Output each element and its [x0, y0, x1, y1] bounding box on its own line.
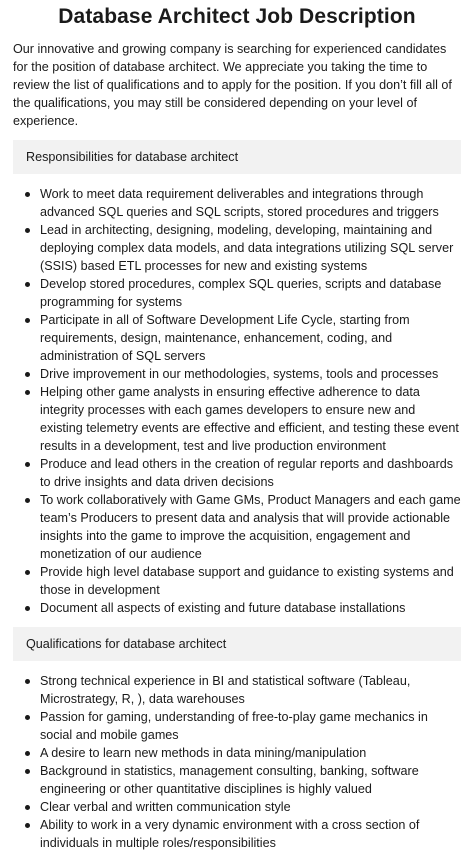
bullet-icon	[25, 462, 30, 467]
list-item-text: Provide high level database support and guidance to existing systems and those in development	[40, 565, 454, 597]
bullet-icon	[25, 282, 30, 287]
list-item-text: Background in statistics, management consulting, banking, software engineering or other quantitative disciplines is highly valued	[40, 764, 419, 796]
bullet-icon	[25, 769, 30, 774]
list-item	[13, 816, 461, 852]
list-item	[13, 383, 461, 455]
bullet-icon	[25, 751, 30, 756]
bullet-icon	[25, 606, 30, 611]
intro-paragraph: Our innovative and growing company is searching for experienced candidates for the position of database architect. We appreciate you taking the time to review the list of qualifications and to apply for the position. If you don’t fill all of the qualifications, you may still be considered depending on your level of experience.	[13, 42, 452, 128]
list-item-text: Ability to work in a very dynamic environment with a cross section of individuals in multiple roles/responsibilities	[40, 818, 420, 850]
bullet-icon	[25, 823, 30, 828]
bullet-icon	[25, 192, 30, 197]
bullet-icon	[25, 679, 30, 684]
qualifications-heading: Qualifications for database architect	[13, 627, 461, 661]
list-item	[13, 672, 461, 708]
list-item	[13, 365, 461, 383]
bullet-icon	[25, 570, 30, 575]
list-item	[13, 221, 461, 275]
list-item	[13, 275, 461, 311]
list-item-text: Develop stored procedures, complex SQL queries, scripts and database programming for systems	[40, 277, 442, 309]
list-item-text: Strong technical experience in BI and statistical software (Tableau, Microstrategy, R, ), data warehouses	[40, 674, 411, 706]
responsibilities-list	[13, 185, 461, 617]
list-item	[13, 708, 461, 744]
list-item	[13, 455, 461, 491]
bullet-icon	[25, 228, 30, 233]
list-item-text: Document all aspects of existing and future database installations	[40, 601, 406, 615]
list-item-text: Produce and lead others in the creation of regular reports and dashboards to drive insights and data driven decisions	[40, 457, 454, 489]
list-item-text: Helping other game analysts in ensuring effective adherence to data integrity processes with each games developers to ensure new and existing telemetry events are effective and efficient, and testing these event results in a development, test and live production environment	[40, 385, 459, 453]
list-item	[13, 311, 461, 365]
list-item-text: Passion for gaming, understanding of free-to-play game mechanics in social and mobile games	[40, 710, 428, 742]
bullet-icon	[25, 372, 30, 377]
list-item	[13, 563, 461, 599]
page-title: Database Architect Job Description	[58, 5, 416, 28]
responsibilities-heading: Responsibilities for database architect	[13, 140, 461, 174]
list-item-text: Lead in architecting, designing, modeling, developing, maintaining and deploying complex data models, and data integrations utilizing SQL server (SSIS) based ETL processes for new and existing systems	[40, 223, 454, 273]
qualifications-list	[13, 672, 461, 852]
bullet-icon	[25, 318, 30, 323]
bullet-icon	[25, 498, 30, 503]
list-item-text: A desire to learn new methods in data mining/manipulation	[40, 746, 367, 760]
list-item-text: Drive improvement in our methodologies, systems, tools and processes	[40, 367, 439, 381]
bullet-icon	[25, 390, 30, 395]
list-item-text: Clear verbal and written communication style	[40, 800, 291, 814]
bullet-icon	[25, 805, 30, 810]
list-item-text: Work to meet data requirement deliverables and integrations through advanced SQL queries and SQL scripts, stored procedures and triggers	[40, 187, 439, 219]
list-item-text: To work collaboratively with Game GMs, Product Managers and each game team’s Producers to present data and analysis that will provide actionable insights into the game to improve the acquisition, engagement and monetization of our audience	[40, 493, 461, 561]
list-item-text: Participate in all of Software Development Life Cycle, starting from requirements, design, maintenance, enhancement, coding, and administration of SQL servers	[40, 313, 410, 363]
list-item	[13, 185, 461, 221]
list-item	[13, 798, 461, 816]
list-item	[13, 491, 461, 563]
list-item	[13, 744, 461, 762]
list-item	[13, 599, 461, 617]
bullet-icon	[25, 715, 30, 720]
list-item	[13, 762, 461, 798]
